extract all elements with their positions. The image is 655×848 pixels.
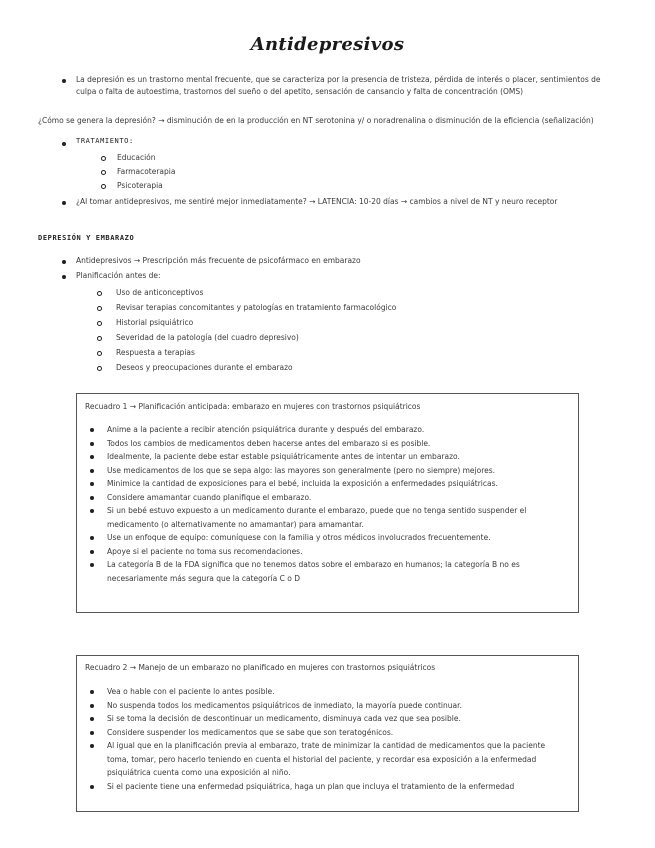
circle-bullet-icon <box>101 156 106 161</box>
box1-item: Si un bebé estuvo expuesto a un medicamento durante el embarazo, puede que no tenga sentido suspender el medicamento (o alternativamente no amamantar) para amamantar. <box>107 504 562 531</box>
bullet-icon <box>90 442 94 446</box>
planning-item: Respuesta a terapias <box>116 348 195 357</box>
bullet-icon <box>90 455 94 459</box>
box2-item: No suspenda todos los medicamentos psiquiátricos de inmediato, la mayoría puede continuar. <box>107 699 562 713</box>
circle-bullet-icon <box>97 336 102 341</box>
box-planned-pregnancy <box>76 393 579 613</box>
circle-bullet-icon <box>101 170 106 175</box>
planning-item: Severidad de la patología (del cuadro depresivo) <box>116 333 299 342</box>
circle-bullet-icon <box>101 184 106 189</box>
question-line: ¿Cómo se genera la depresión? → disminución de en la producción en NT serotonina y/ o noradrenalina o disminución de la eficiencia (señalización) <box>38 116 594 125</box>
box1-item: Idealmente, la paciente debe estar estable psiquiátricamente antes de intentar un embarazo. <box>107 450 562 464</box>
box1-item: Minimice la cantidad de exposiciones para el bebé, incluida la exposición a enfermedades psiquiátricas. <box>107 477 562 491</box>
box2-item: Al igual que en la planificación previa al embarazo, trate de minimizar la cantidad de medicamentos que la paciente toma, tomar, pero hacerlo teniendo en cuenta el historial del paciente, y recordar esa exposición a la enfermedad psiquiátrica cuenta como una exposición al niño. <box>107 739 562 780</box>
bullet-icon <box>90 563 94 567</box>
bullet-icon <box>90 469 94 473</box>
box2-title: Recuadro 2 → Manejo de un embarazo no planificado en mujeres con trastornos psiquiátricos <box>85 663 436 672</box>
treatment-item: Farmacoterapia <box>117 167 176 176</box>
box1-item: La categoría B de la FDA significa que no tenemos datos sobre el embarazo en humanos; la categoría B no es necesariamente más segura que la categoría C o D <box>107 558 562 585</box>
box2-item: Considere suspender los medicamentos que se sabe que son teratogénicos. <box>107 726 562 740</box>
page-title: Antidepresivos <box>250 34 405 55</box>
bullet-icon <box>90 704 94 708</box>
box2-item: Si se toma la decisión de descontinuar un medicamento, disminuya cada vez que sea posible. <box>107 712 562 726</box>
circle-bullet-icon <box>97 321 102 326</box>
planning-item: Revisar terapias concomitantes y patologías en tratamiento farmacológico <box>116 303 397 312</box>
bullet-icon <box>90 731 94 735</box>
circle-bullet-icon <box>97 291 102 296</box>
treatment-item: Educación <box>117 153 156 162</box>
circle-bullet-icon <box>97 366 102 371</box>
box-unplanned-pregnancy <box>76 655 579 812</box>
box2-list <box>107 685 562 793</box>
bullet-icon <box>90 536 94 540</box>
bullet-icon <box>90 509 94 513</box>
latency-line: ¿Al tomar antidepresivos, me sentiré mejor inmediatamente? → LATENCIA: 10-20 días → cambios a nivel de NT y neuro receptor <box>76 197 558 206</box>
bullet-icon <box>90 744 94 748</box>
planning-item: Historial psiquiátrico <box>116 318 194 327</box>
planning-item: Uso de anticonceptivos <box>116 288 204 297</box>
bullet-icon <box>90 690 94 694</box>
pregnancy-heading: DEPRESIÓN Y EMBARAZO <box>38 234 135 242</box>
bullet-icon <box>90 482 94 486</box>
intro-bullet-text: La depresión es un trastorno mental frecuente, que se caracteriza por la presencia de tristeza, pérdida de interés o placer, sentimientos de culpa o falta de autoestima, trastornos del sueño o del apetito, sensación de cansancio y falta de concentración (OMS) <box>76 75 601 96</box>
box1-item: Considere amamantar cuando planifique el embarazo. <box>107 491 562 505</box>
box1-title: Recuadro 1 → Planificación anticipada: embarazo en mujeres con trastornos psiquiátricos <box>85 402 421 411</box>
box1-item: Todos los cambios de medicamentos deben hacerse antes del embarazo si es posible. <box>107 437 562 451</box>
bullet-icon <box>90 550 94 554</box>
box1-item: Use un enfoque de equipo: comuníquese con la familia y otros médicos involucrados frecuentemente. <box>107 531 562 545</box>
circle-bullet-icon <box>97 351 102 356</box>
bullet-icon <box>62 79 66 83</box>
circle-bullet-icon <box>97 306 102 311</box>
pregnancy-bullet-2: Planificación antes de: <box>76 271 161 280</box>
pregnancy-bullet-1: Antidepresivos → Prescripción más frecuente de psicofármaco en embarazo <box>76 256 361 265</box>
bullet-icon <box>90 785 94 789</box>
treatment-label: TRATAMIENTO: <box>76 137 134 145</box>
bullet-icon <box>62 275 66 279</box>
bullet-icon <box>62 260 66 264</box>
planning-item: Deseos y preocupaciones durante el embarazo <box>116 363 293 372</box>
box2-item: Vea o hable con el paciente lo antes posible. <box>107 685 562 699</box>
box1-item: Apoye si el paciente no toma sus recomendaciones. <box>107 545 562 559</box>
box1-item: Anime a la paciente a recibir atención psiquiátrica durante y después del embarazo. <box>107 423 562 437</box>
bullet-icon <box>62 201 66 205</box>
box2-item: Si el paciente tiene una enfermedad psiquiátrica, haga un plan que incluya el tratamiento de la enfermedad <box>107 780 562 794</box>
bullet-icon <box>90 428 94 432</box>
bullet-icon <box>90 717 94 721</box>
bullet-icon <box>90 496 94 500</box>
box1-item: Use medicamentos de los que se sepa algo: las mayores son generalmente (pero no siempre) mejores. <box>107 464 562 478</box>
bullet-icon <box>62 142 66 146</box>
box1-list <box>107 423 562 585</box>
treatment-item: Psicoterapia <box>117 181 163 190</box>
